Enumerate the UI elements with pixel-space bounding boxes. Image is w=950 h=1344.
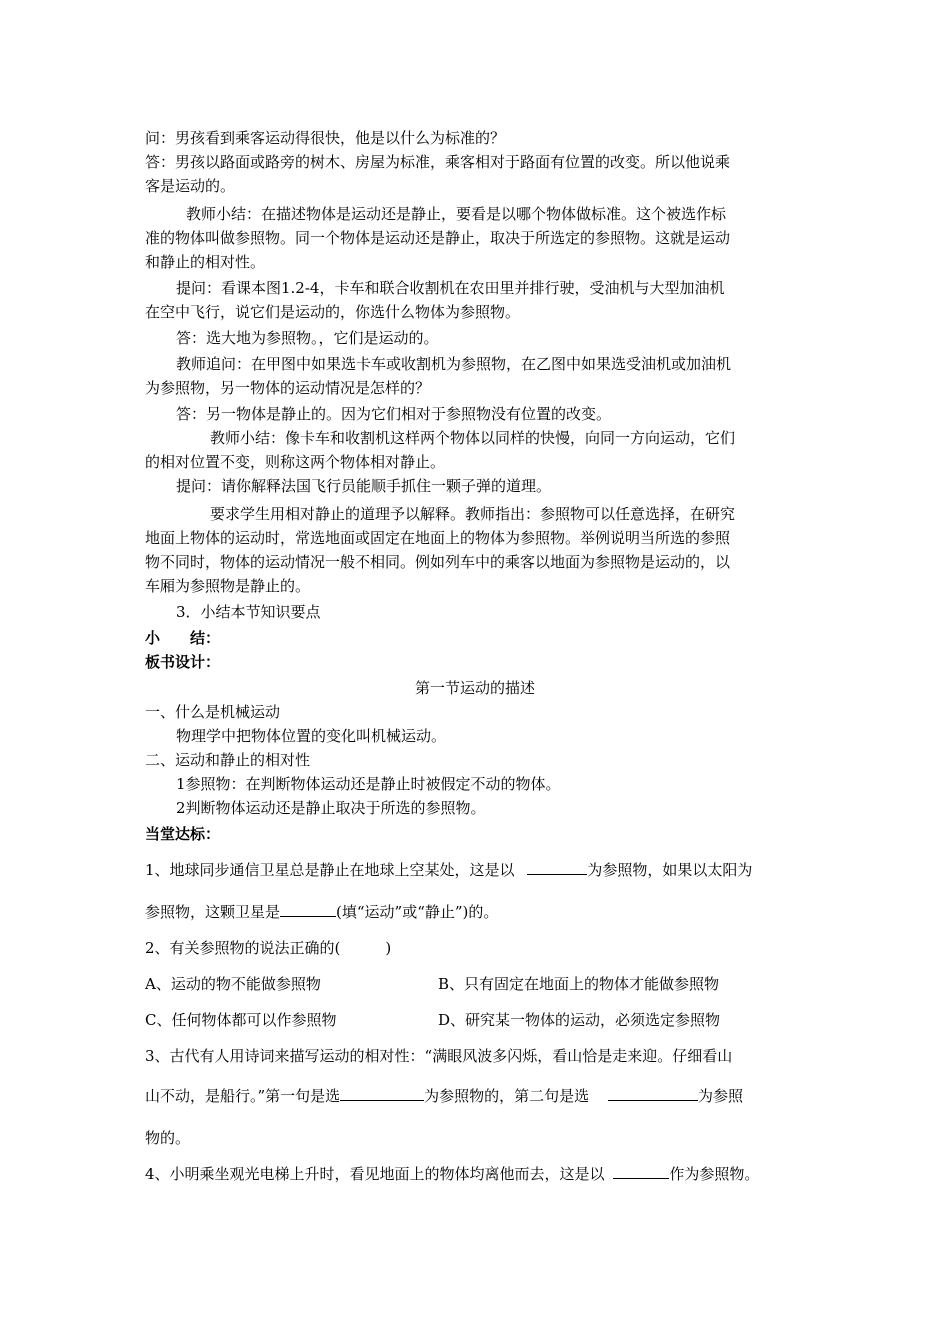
board-section-1: 一、什么是机械运动 <box>145 703 281 721</box>
exercise-2-option-d[interactable]: D、研究某一物体的运动，必须选定参照物 <box>438 1011 721 1029</box>
exercise-3-line-1: 3、古代有人用诗词来描写运动的相对性：“满眼风波多闪烁，看山恰是走来迎。仔细看山 <box>145 1047 733 1065</box>
teacher-followup-line-1: 教师追问：在甲图中如果选卡车或收割机为参照物，在乙图中如果选受油机或加油机 <box>176 355 732 373</box>
exercise-4 <box>145 1164 759 1184</box>
teacher-summary-2-line-2: 的相对位置不变，则称这两个物体相对静止。 <box>145 453 446 471</box>
exercise-3-line-2 <box>145 1086 743 1106</box>
exercises-heading: 当堂达标： <box>145 825 221 843</box>
exercise-4-blank[interactable] <box>613 1164 669 1179</box>
exercise-1-blank-1[interactable] <box>527 860 587 875</box>
question-2-line-2: 在空中飞行，说它们是运动的，你选什么物体为参照物。 <box>145 303 521 321</box>
exercise-3-blank-2[interactable] <box>608 1086 698 1101</box>
exercise-4-text-b: 作为参照物。 <box>669 1165 760 1183</box>
explanation-line-2: 地面上物体的运动时，常选地面或固定在地面上的物体为参照物。举例说明当所选的参照 <box>145 529 731 547</box>
exercise-1-line-1 <box>145 860 752 880</box>
exercise-1-text-d: (填“运动”或“静止”)的。 <box>336 903 499 921</box>
exercise-2-option-b[interactable]: B、只有固定在地面上的物体才能做参照物 <box>438 975 720 993</box>
teacher-summary-1-line-3: 和静止的相对性。 <box>145 253 266 271</box>
exercise-3-text-c: 为参照 <box>697 1087 743 1105</box>
board-design-heading: 板书设计： <box>145 653 221 671</box>
exercise-1-blank-2[interactable] <box>280 902 336 917</box>
explanation-line-3: 物不同时，物体的运动情况一般不相同。例如列车中的乘客以地面为参照物是运动的，以 <box>145 553 731 571</box>
exercise-3-text-a: 山不动，是船行。”第一句是选 <box>145 1087 341 1105</box>
teacher-summary-2-line-1: 教师小结：像卡车和收割机这样两个物体以同样的快慢，向同一方向运动，它们 <box>210 429 736 447</box>
exercise-1-text-a: 1、地球同步通信卫星总是静止在地球上空某处，这是以 <box>145 861 515 879</box>
step-3: 3．小结本节知识要点 <box>176 603 321 621</box>
exercise-4-text-a: 4、小明乘坐观光电梯上升时，看见地面上的物体均离他而去，这是以 <box>145 1165 605 1183</box>
explanation-line-1: 要求学生用相对静止的道理予以解释。教师指出：参照物可以任意选择，在研究 <box>210 505 736 523</box>
teacher-followup-line-2: 为参照物，另一物体的运动情况是怎样的？ <box>145 379 431 397</box>
board-title: 第一节运动的描述 <box>414 679 535 697</box>
board-section-1-text: 物理学中把物体位置的变化叫机械运动。 <box>176 727 447 745</box>
question-2-line-1: 提问：看课本图1.2-4，卡车和联合收割机在农田里并排行驶，受油机与大型加油机 <box>176 279 725 297</box>
question-3: 提问：请你解释法国飞行员能顺手抓住一颗子弹的道理。 <box>176 477 552 495</box>
exercise-2: 2、有关参照物的说法正确的( ) <box>145 939 392 957</box>
answer-1-line-2: 客是运动的。 <box>145 177 236 195</box>
question-1: 问：男孩看到乘客运动得很快，他是以什么为标准的？ <box>145 129 506 147</box>
exercise-3-line-3: 物的。 <box>145 1129 191 1147</box>
exercise-2-option-a[interactable]: A、运动的物不能做参照物 <box>145 975 321 993</box>
answer-2: 答：选大地为参照物。，它们是运动的。 <box>176 329 439 347</box>
board-section-2-item-1: 1参照物：在判断物体运动还是静止时被假定不动的物体。 <box>176 775 561 793</box>
answer-1-line-1: 答：男孩以路面或路旁的树木、房屋为标准，乘客相对于路面有位置的改变。所以他说乘 <box>145 153 731 171</box>
board-section-2-item-2: 2判断物体运动还是静止取决于所选的参照物。 <box>176 799 486 817</box>
teacher-summary-1-line-2: 准的物体叫做参照物。同一个物体是运动还是静止，取决于所选定的参照物。这就是运动 <box>145 229 731 247</box>
board-section-2: 二、运动和静止的相对性 <box>145 751 311 769</box>
exercise-1-text-c: 参照物，这颗卫星是 <box>145 903 281 921</box>
exercise-3-blank-1[interactable] <box>340 1086 424 1101</box>
exercise-2-option-c[interactable]: C、任何物体都可以作参照物 <box>145 1011 337 1029</box>
explanation-line-4: 车厢为参照物是静止的。 <box>145 577 311 595</box>
exercise-1-line-2 <box>145 902 498 922</box>
exercise-3-text-b: 为参照物的，第二句是选 <box>424 1087 590 1105</box>
answer-3: 答：另一物体是静止的。因为它们相对于参照物没有位置的改变。 <box>176 405 612 423</box>
summary-heading: 小 结： <box>145 629 221 647</box>
teacher-summary-1-line-1: 教师小结：在描述物体是运动还是静止，要看是以哪个物体做标准。这个被选作标 <box>186 205 727 223</box>
exercise-1-text-b: 为参照物，如果以太阳为 <box>587 861 753 879</box>
